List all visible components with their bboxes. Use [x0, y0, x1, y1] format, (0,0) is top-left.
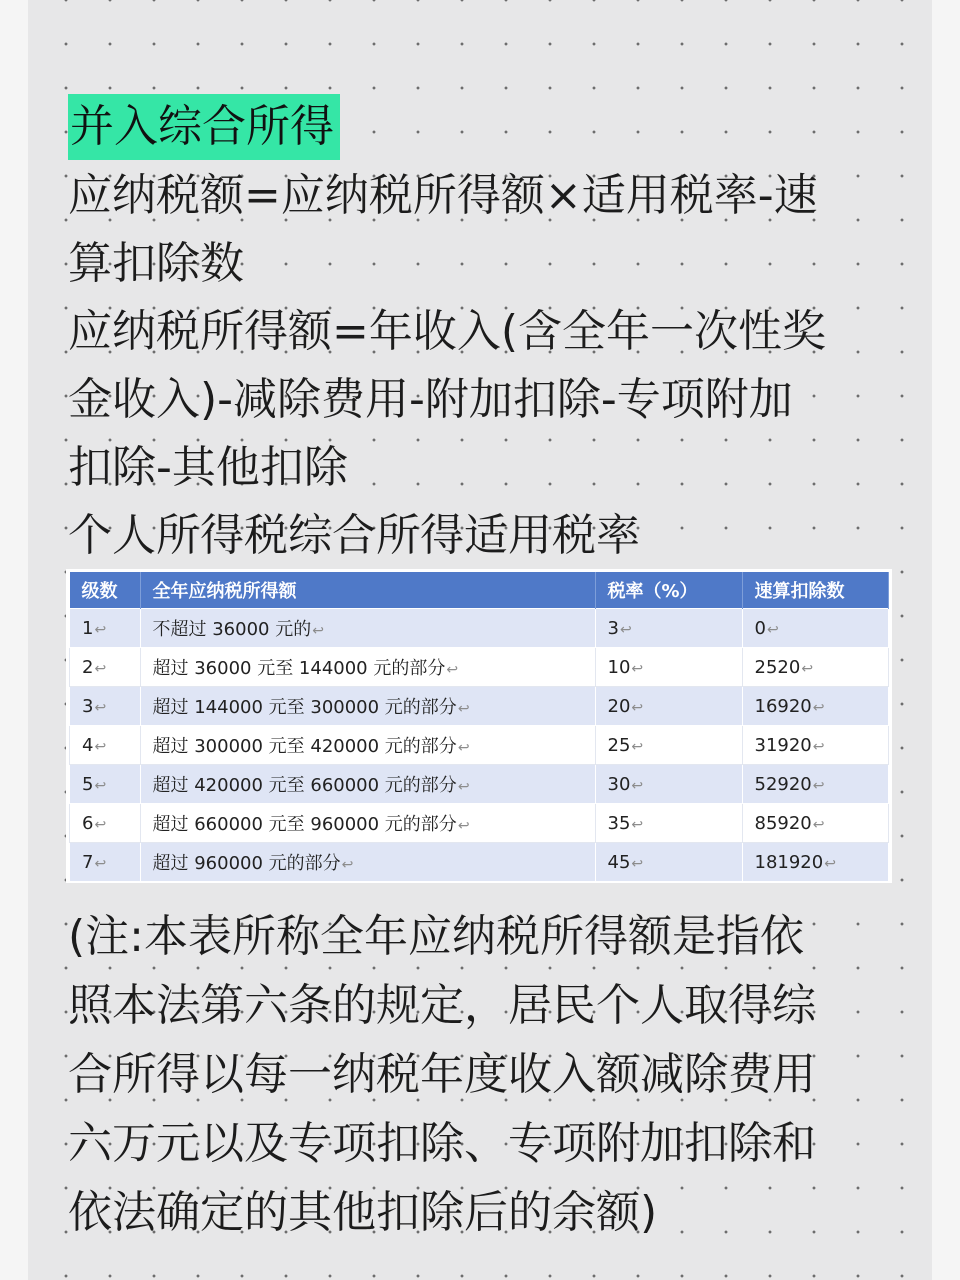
- cell-rate: 10↩: [595, 648, 742, 687]
- table-header-row: [70, 572, 889, 609]
- cell-rate: 45↩: [595, 843, 742, 882]
- table-row: [70, 804, 889, 843]
- cell-rate: 3↩: [595, 609, 742, 648]
- header-income: 全年应纳税所得额: [140, 572, 595, 609]
- table-row: [70, 687, 889, 726]
- cell-deduction: 31920↩: [742, 726, 889, 765]
- taxable-income-formula: 应纳税所得额=年收入(含全年一次性奖 金收入)-减除费用-附加扣除-专项附加 扣除-其他扣除: [68, 306, 827, 493]
- cell-deduction: 181920↩: [742, 843, 889, 882]
- cell-level: 4↩: [70, 726, 141, 765]
- cell-deduction: 16920↩: [742, 687, 889, 726]
- cell-deduction: 0↩: [742, 609, 889, 648]
- tax-rate-table: [66, 569, 892, 883]
- cell-income: 超过 960000 元的部分↩: [140, 843, 595, 882]
- header-deduction: 速算扣除数: [742, 572, 889, 609]
- table-row: [70, 765, 889, 804]
- table-row: [70, 648, 889, 687]
- cell-level: 3↩: [70, 687, 141, 726]
- table-row: [70, 726, 889, 765]
- cell-deduction: 2520↩: [742, 648, 889, 687]
- cell-income: 超过 300000 元至 420000 元的部分↩: [140, 726, 595, 765]
- table-row: [70, 609, 889, 648]
- cell-level: 5↩: [70, 765, 141, 804]
- cell-rate: 20↩: [595, 687, 742, 726]
- document-page: [28, 0, 932, 1280]
- header-rate: 税率（%）: [595, 572, 742, 609]
- cell-level: 1↩: [70, 609, 141, 648]
- cell-level: 6↩: [70, 804, 141, 843]
- table-row: [70, 843, 889, 882]
- cell-income: 超过 144000 元至 300000 元的部分↩: [140, 687, 595, 726]
- cell-deduction: 85920↩: [742, 804, 889, 843]
- cell-level: 7↩: [70, 843, 141, 882]
- header-level: 级数: [70, 572, 141, 609]
- heading-highlight: 并入综合所得: [68, 94, 340, 160]
- cell-rate: 35↩: [595, 804, 742, 843]
- cell-income: 不超过 36000 元的↩: [140, 609, 595, 648]
- cell-level: 2↩: [70, 648, 141, 687]
- cell-deduction: 52920↩: [742, 765, 889, 804]
- cell-income: 超过 420000 元至 660000 元的部分↩: [140, 765, 595, 804]
- footnote: (注:本表所称全年应纳税所得额是指依 照本法第六条的规定，居民个人取得综 合所得以每一纳税年度收入额减除费用 六万元以及专项扣除、专项附加扣除和 依法确定的其他扣除后的余额): [68, 911, 816, 1238]
- tax-formula: 应纳税额=应纳税所得额×适用税率-速 算扣除数: [68, 170, 818, 289]
- cell-income: 超过 660000 元至 960000 元的部分↩: [140, 804, 595, 843]
- table-title: 个人所得税综合所得适用税率: [68, 510, 640, 561]
- cell-rate: 25↩: [595, 726, 742, 765]
- cell-rate: 30↩: [595, 765, 742, 804]
- cell-income: 超过 36000 元至 144000 元的部分↩: [140, 648, 595, 687]
